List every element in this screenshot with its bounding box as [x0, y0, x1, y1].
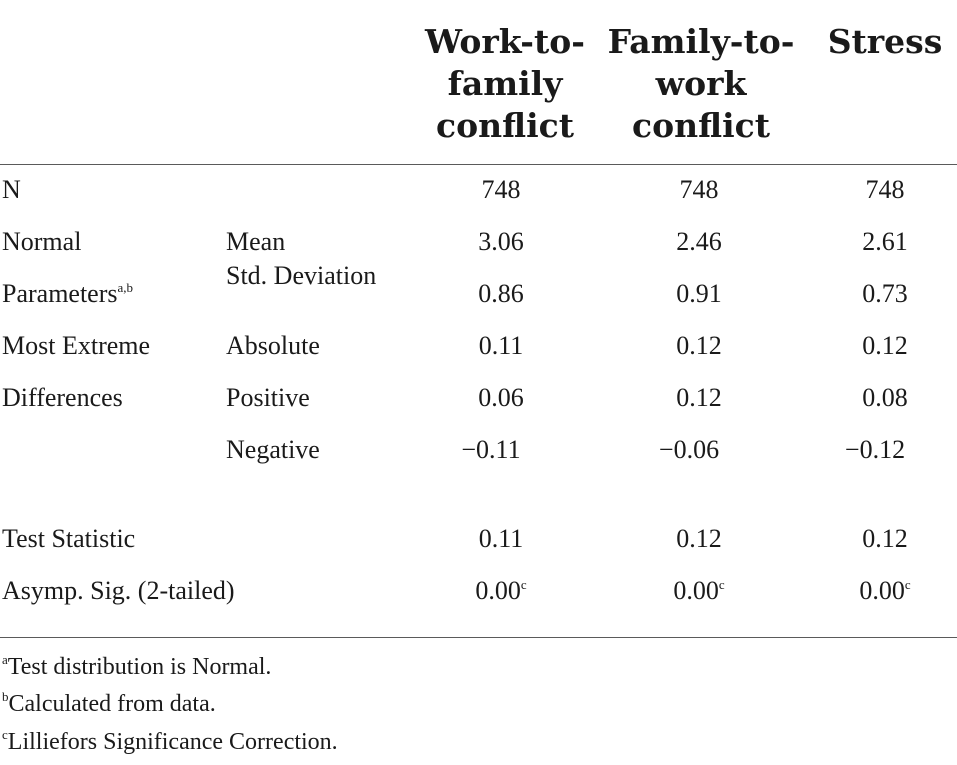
- cell-sd-col3: 0.73: [862, 279, 908, 308]
- footnote-a: [2, 652, 271, 682]
- footnote-mark: c: [2, 727, 8, 742]
- asymp-sig-value: 0.00: [673, 576, 719, 605]
- row-group-differences: Differences: [2, 383, 123, 412]
- cell-negative-col1: −0.11: [461, 435, 521, 464]
- cell-n-col1: 748: [481, 175, 521, 204]
- footnote-mark: b: [2, 689, 9, 704]
- cell-mean-col2: 2.46: [676, 227, 722, 256]
- cell-absolute-col2: 0.12: [676, 331, 722, 360]
- row-label-std-deviation: Std. Deviation: [226, 261, 377, 290]
- footnote-ref-c: c: [520, 577, 527, 592]
- row-label-absolute: Absolute: [226, 331, 320, 360]
- footnote-ref-c: c: [718, 577, 725, 592]
- cell-n-col3: 748: [865, 175, 905, 204]
- header-line: Work-to-: [425, 22, 585, 61]
- footnote-text: Calculated from data.: [8, 691, 216, 717]
- cell-asymp-sig-col1: [421, 576, 581, 606]
- table-bottom-rule: [0, 637, 957, 638]
- header-line: Family-to-: [607, 22, 795, 61]
- cell-positive-col1: 0.06: [478, 383, 524, 412]
- header-line: conflict: [436, 106, 574, 145]
- header-line: family: [447, 64, 563, 103]
- cell-absolute-col3: 0.12: [862, 331, 908, 360]
- footnote-c: [2, 727, 338, 757]
- column-header-work-to-family: [420, 21, 590, 147]
- cell-asymp-sig-col3: [805, 576, 957, 606]
- cell-test-statistic-col3: 0.12: [862, 524, 908, 553]
- row-label-n: N: [2, 175, 21, 204]
- header-line: work: [655, 64, 747, 103]
- cell-asymp-sig-col2: [619, 576, 779, 606]
- row-label-test-statistic: Test Statistic: [2, 524, 136, 553]
- cell-sd-col2: 0.91: [676, 279, 722, 308]
- footnote-mark: a: [2, 652, 8, 667]
- footnote-ref-c: c: [904, 577, 911, 592]
- cell-n-col2: 748: [679, 175, 719, 204]
- column-header-stress: [820, 21, 950, 63]
- row-group-most-extreme: Most Extreme: [2, 331, 151, 360]
- cell-test-statistic-col1: 0.11: [478, 524, 524, 553]
- cell-absolute-col1: 0.11: [478, 331, 524, 360]
- footnote-text: Test distribution is Normal.: [7, 654, 272, 680]
- row-label-negative: Negative: [226, 435, 320, 464]
- cell-negative-col2: −0.06: [658, 435, 720, 464]
- cell-test-statistic-col2: 0.12: [676, 524, 722, 553]
- row-group-parameters: [2, 279, 133, 309]
- asymp-sig-value: 0.00: [859, 576, 905, 605]
- row-label-mean: Mean: [226, 227, 286, 256]
- row-group-normal: Normal: [2, 227, 82, 256]
- header-rule: [0, 164, 957, 165]
- cell-mean-col3: 2.61: [862, 227, 908, 256]
- footnote-ref-ab: a,b: [117, 280, 134, 295]
- header-line: conflict: [632, 106, 770, 145]
- column-header-family-to-work: [605, 21, 797, 147]
- cell-positive-col2: 0.12: [676, 383, 722, 412]
- cell-positive-col3: 0.08: [862, 383, 908, 412]
- footnote-text: Lilliefors Significance Correction.: [7, 729, 338, 755]
- header-line: Stress: [827, 22, 943, 61]
- row-label-asymp-sig: Asymp. Sig. (2-tailed): [2, 576, 235, 605]
- cell-negative-col3: −0.12: [844, 435, 906, 464]
- footnote-b: [2, 689, 216, 719]
- cell-mean-col1: 3.06: [478, 227, 524, 256]
- cell-sd-col1: 0.86: [478, 279, 524, 308]
- row-label-positive: Positive: [226, 383, 310, 412]
- asymp-sig-value: 0.00: [475, 576, 521, 605]
- row-group-parameters-text: Parameters: [2, 279, 118, 308]
